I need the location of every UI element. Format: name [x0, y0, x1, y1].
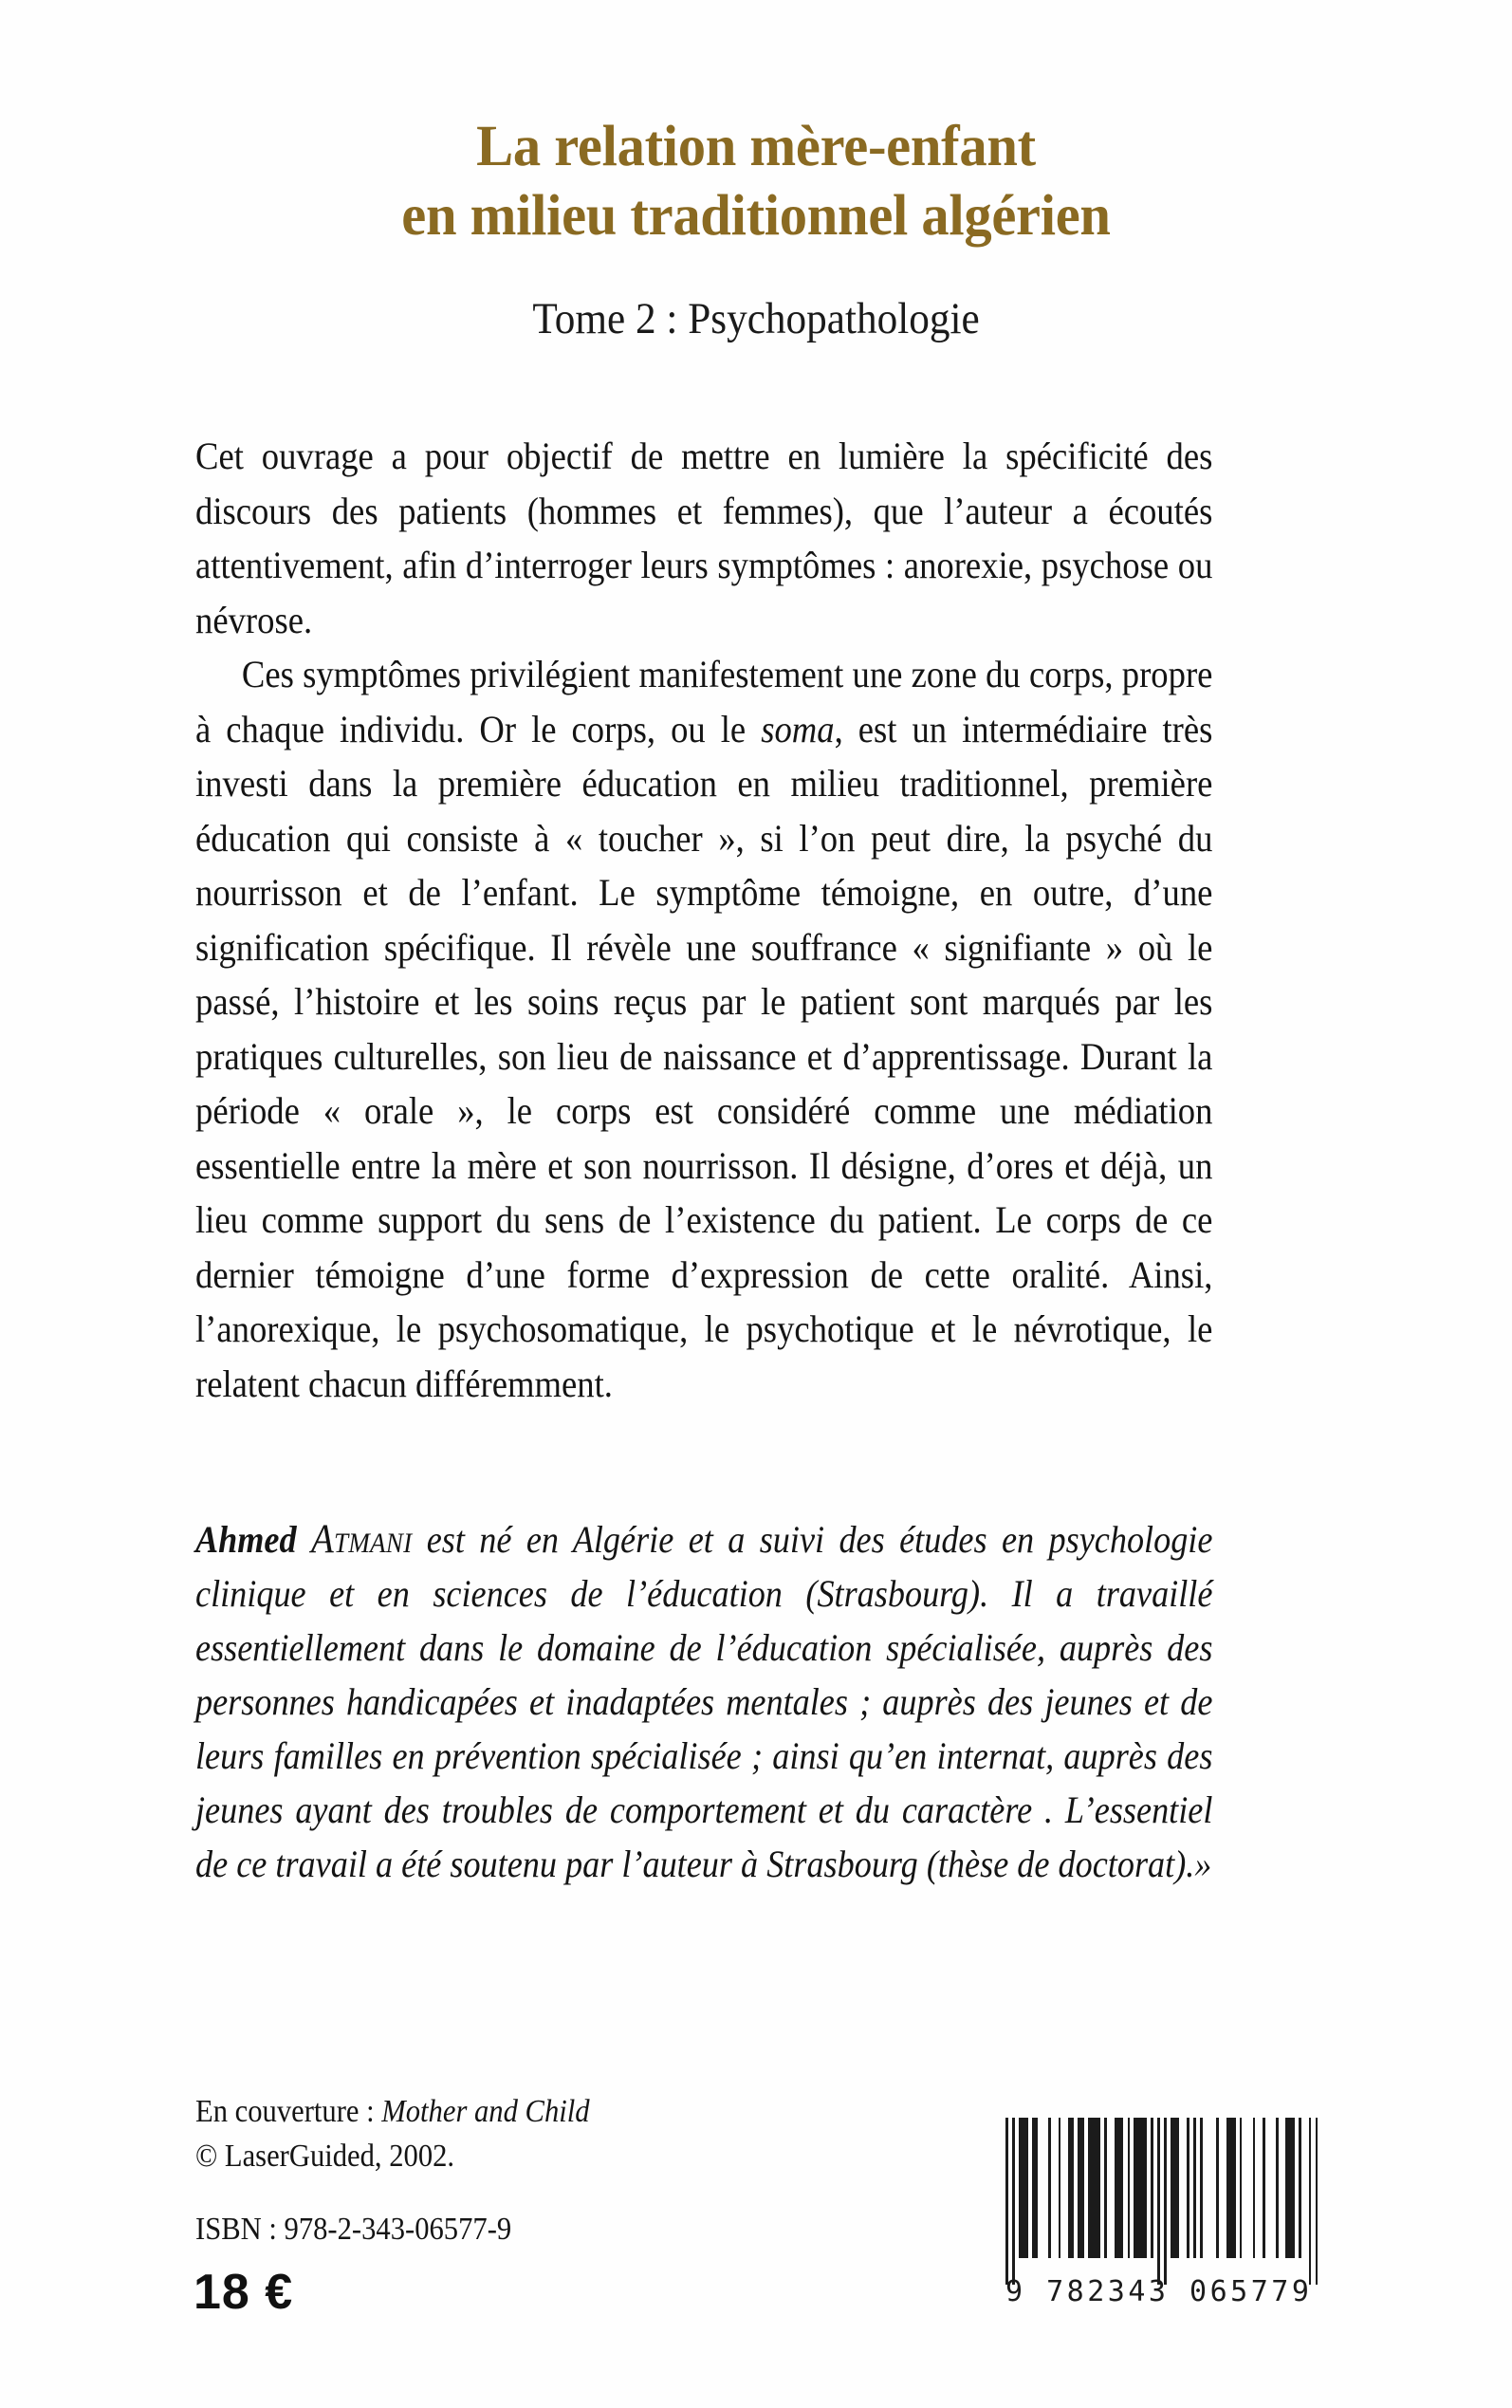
cover-credits: [195, 2089, 964, 2178]
blurb-p2-part2: , est un intermédiaire très investi dans la première éducation en milieu traditionnel, première éducation qui consiste à « toucher », si l’on peut dire, la psyché du nourrisson et de l’enfant. Le symptôme témoigne, en outre, d’une signification spécifique. Il révèle une souffrance « signifiante » où le passé, l’histoire et les soins reçus par le patient sont marqués par les pratiques culturelles, son lieu de naissance et d’apprentissage. Durant la période « orale », le corps est considéré comme une médiation essentielle entre la mère et son nourrisson. Il désigne, d’ores et déjà, un lieu comme support du sens de l’existence du patient. Le corps de ce dernier témoigne d’une forme d’expression de cette oralité. Ainsi, l’anorexique, le psychosomatique, le psychotique et le névrotique, le relatent chacun différemment.: [195, 707, 1213, 1405]
ean13-barcode: [1005, 2118, 1318, 2285]
author-bio: [195, 1512, 1212, 1891]
book-title: [0, 112, 1512, 250]
book-title-line-2: en milieu traditionnel algérien: [401, 184, 1111, 248]
isbn-text: ISBN : 978-2-343-06577-9: [195, 2212, 512, 2247]
price-text: 18 €: [194, 2265, 294, 2320]
cover-artwork-title: Mother and Child: [381, 2094, 590, 2129]
blurb-paragraph-1: Cet ouvrage a pour objectif de mettre en lumière la spécificité des discours des patients (hommes et femmes), que l’auteur a écoutés attentivement, afin d’interroger leurs symptômes : anorexie, psychose ou névrose.: [195, 435, 1213, 641]
author-bio-text: est né en Algérie et a suivi des études en psychologie clinique et en sciences de l’éducation (Strasbourg). Il a travaillé essentiellement dans le domaine de l’éducation spécialisée, auprès des personnes handicapées et inadaptées mentales ; auprès des jeunes et de leurs familles en prévention spécialisée ; ainsi qu’en internat, auprès des jeunes ayant des troubles de comportement et du caractère . L’essentiel de ce travail a été soutenu par l’auteur à Strasbourg (thèse de doctorat).»: [195, 1518, 1213, 1885]
barcode-bars: [1005, 2118, 1318, 2285]
book-title-line-1: La relation mère-enfant: [476, 115, 1036, 178]
book-subtitle: Tome 2 : Psychopathologie: [532, 294, 980, 343]
barcode-digits: 9 782343 065779: [1005, 2275, 1313, 2308]
blurb-p2-part1: Ces symptômes privilégient manifestement une zone du corps, propre à chaque individu. Or le corps, ou le: [195, 653, 1213, 750]
author-first-name: Ahmed: [195, 1518, 297, 1561]
blurb-paragraph-2: [195, 647, 1212, 1411]
blurb-text: [195, 429, 1212, 1411]
author-last-name: Atmani: [311, 1517, 413, 1562]
cover-credit-line: [195, 2089, 964, 2134]
cover-credit-label: En couverture :: [195, 2094, 382, 2129]
cover-copyright-line: © LaserGuided, 2002.: [195, 2139, 455, 2174]
blurb-emphasis-soma: soma: [761, 707, 835, 750]
